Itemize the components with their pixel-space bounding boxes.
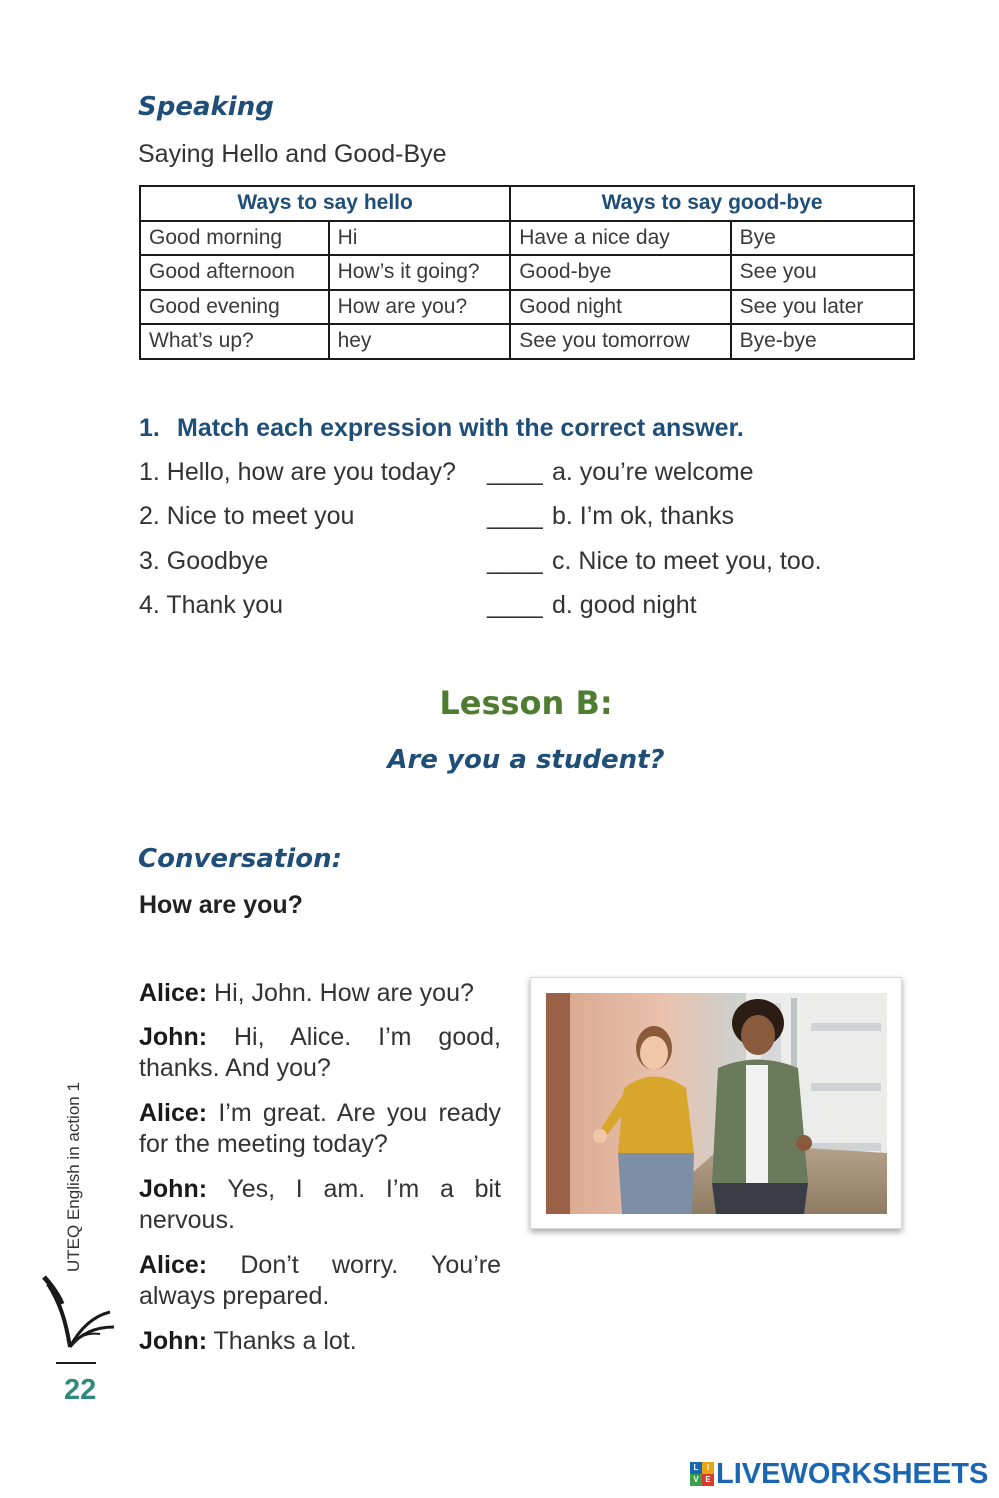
table-row	[140, 221, 914, 256]
match-answer: b. I’m ok, thanks	[552, 502, 735, 530]
header-goodbye: Ways to say good-bye	[510, 186, 914, 221]
match-blank[interactable]: ____	[487, 547, 543, 575]
table-cell: See you later	[731, 290, 914, 325]
table-cell: Hi	[329, 221, 511, 256]
match-answer: d. good night	[552, 591, 697, 619]
table-cell: Good morning	[140, 221, 329, 256]
match-question: 1. Hello, how are you today?	[139, 458, 456, 486]
speaking-heading: Speaking	[138, 92, 274, 122]
table-cell: Bye	[731, 221, 914, 256]
conversation-heading: Conversation:	[138, 844, 342, 874]
table-cell: What’s up?	[140, 324, 329, 359]
table-cell: How are you?	[329, 290, 511, 325]
brand-logo-letter: L	[690, 1462, 702, 1474]
match-item	[139, 591, 899, 623]
open-book-icon	[40, 1272, 118, 1352]
exercise-instruction-text: Match each expression with the correct answer.	[177, 414, 744, 442]
dialog-text: Hi, John. How are you?	[207, 979, 474, 1007]
table-cell: Good afternoon	[140, 255, 329, 290]
dialog-line	[139, 1174, 501, 1237]
dialog-speaker: Alice:	[139, 979, 208, 1007]
book-title-vertical: UTEQ English in action 1	[64, 1082, 83, 1272]
match-item	[139, 547, 899, 579]
dialog-text: I’m great. Are you ready for the meeting today?	[139, 1098, 501, 1158]
brand-logo-letter: I	[702, 1462, 714, 1474]
dialog-speaker: Alice:	[139, 1098, 208, 1127]
photo-frame	[530, 977, 902, 1229]
match-item	[139, 502, 899, 534]
dialog-speaker: Alice:	[139, 1250, 208, 1279]
dialog-text: Yes, I am. I’m a bit nervous.	[139, 1174, 501, 1234]
table-cell: Good-bye	[510, 255, 730, 290]
page-number-rule	[56, 1362, 96, 1364]
conversation-photo	[546, 993, 887, 1214]
header-hello: Ways to say hello	[140, 186, 510, 221]
brand-logo-letter: V	[690, 1474, 702, 1486]
dialog-line	[139, 978, 501, 1010]
speaking-subtitle: Saying Hello and Good-Bye	[138, 140, 447, 168]
conversation-dialog	[139, 978, 501, 1369]
dialog-line	[139, 1326, 501, 1358]
dialog-text: Hi, Alice. I’m good, thanks. And you?	[139, 1022, 501, 1082]
dialog-speaker: John:	[139, 1022, 208, 1051]
lesson-subtitle: Are you a student?	[387, 745, 665, 775]
table-cell: hey	[329, 324, 511, 359]
table-cell: Bye-bye	[731, 324, 914, 359]
conversation-subtitle: How are you?	[139, 891, 303, 919]
table-cell: How’s it going?	[329, 255, 511, 290]
exercise-instruction	[139, 414, 744, 443]
dialog-text: Thanks a lot.	[207, 1326, 357, 1355]
match-blank[interactable]: ____	[487, 458, 543, 486]
lesson-title: Lesson B:	[439, 684, 613, 722]
table-row	[140, 290, 914, 325]
table-cell: See you	[731, 255, 914, 290]
liveworksheets-brand[interactable]	[690, 1458, 988, 1490]
match-item	[139, 458, 899, 490]
match-question: 3. Goodbye	[139, 547, 269, 575]
match-answer: a. you’re welcome	[552, 458, 754, 486]
brand-logo-letter: E	[702, 1474, 714, 1486]
photo-illustration	[546, 993, 887, 1214]
table-header-row	[140, 186, 914, 221]
brand-name: LIVEWORKSHEETS	[716, 1457, 989, 1490]
table-row	[140, 324, 914, 359]
table-cell: See you tomorrow	[510, 324, 730, 359]
table-row	[140, 255, 914, 290]
table-cell: Have a nice day	[510, 221, 730, 256]
match-question: 2. Nice to meet you	[139, 502, 355, 530]
greetings-table	[139, 185, 915, 360]
match-blank[interactable]: ____	[487, 591, 543, 619]
brand-logo-icon	[690, 1462, 714, 1486]
exercise-number: 1.	[139, 414, 160, 442]
match-answer: c. Nice to meet you, too.	[552, 547, 822, 575]
dialog-text: Don’t worry. You’re always prepared.	[139, 1250, 501, 1310]
dialog-speaker: John:	[139, 1174, 208, 1203]
dialog-line	[139, 1022, 501, 1085]
match-question: 4. Thank you	[139, 591, 284, 619]
match-blank[interactable]: ____	[487, 502, 543, 530]
dialog-speaker: John:	[139, 1326, 208, 1355]
page-number: 22	[64, 1374, 97, 1406]
dialog-line	[139, 1098, 501, 1161]
table-cell: Good night	[510, 290, 730, 325]
table-cell: Good evening	[140, 290, 329, 325]
dialog-line	[139, 1250, 501, 1313]
